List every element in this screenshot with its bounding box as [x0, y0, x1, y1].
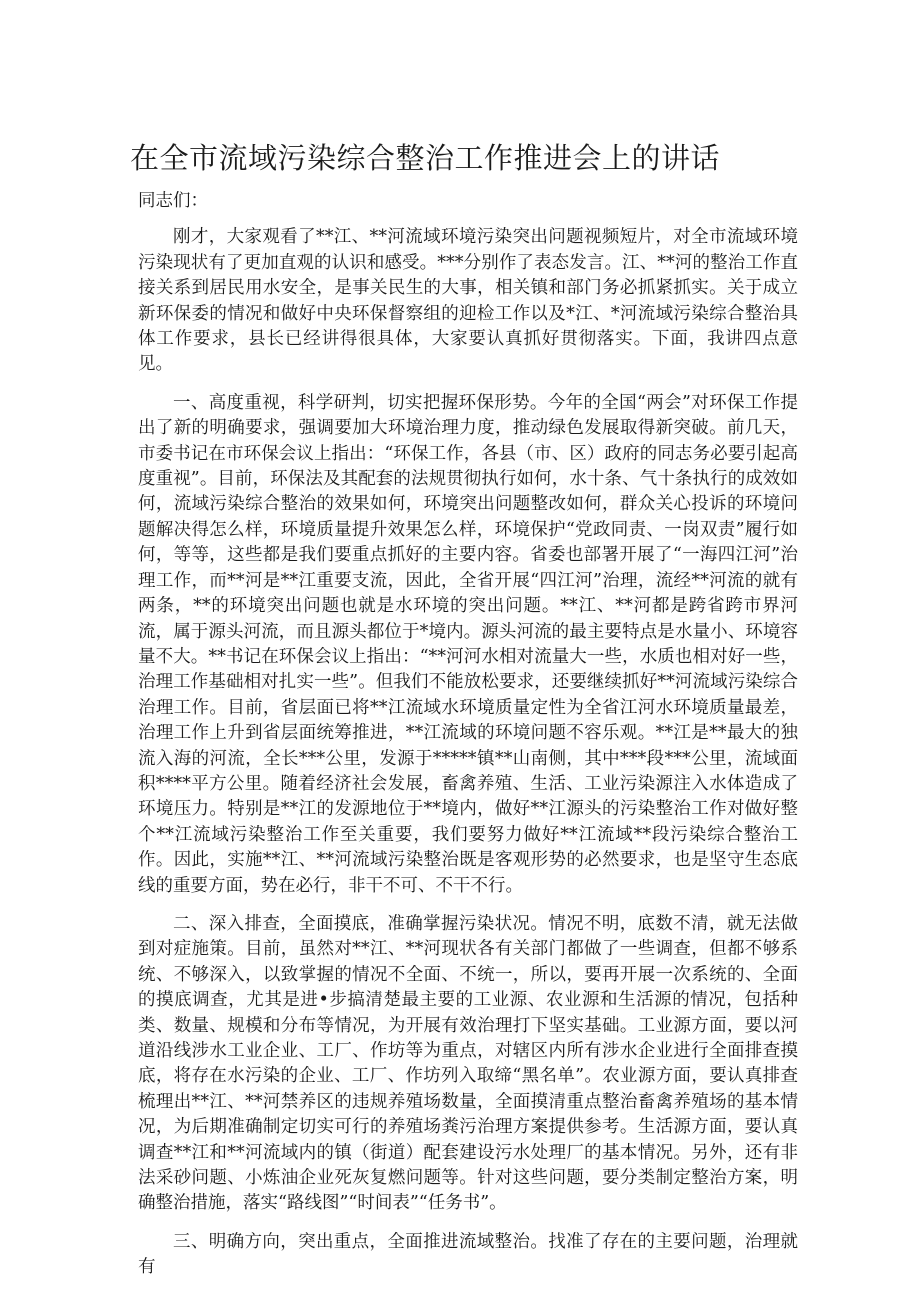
document-title: 在全市流域污染综合整治工作推进会上的讲话: [130, 141, 721, 175]
paragraph-intro: 刚才，大家观看了**江、**河流域环境污染突出问题视频短片，对全市流域环境污染现状有了更加直观的认识和感受。***分别作了表态发言。江、**河的整治工作直接关系到居民用水安全，是事关民生的大事，相关镇和部门务必抓紧抓实。关于成立新环保委的情况和做好中央环保督察组的迎检工作以及*江、*河流域污染综合整治具体工作要求，县长已经讲得很具体，大家要认真抓好贯彻落实。下面，我讲四点意见。: [138, 227, 798, 375]
paragraph-section-three: 三、明确方向，突出重点，全面推进流域整治。找准了存在的主要问题，治理就有: [138, 1231, 798, 1278]
paragraph-section-two: 二、深入排查，全面摸底，准确掌握污染状况。情况不明，底数不清，就无法做到对症施策。目前，虽然对**江、**河现状各有关部门都做了一些调查，但都不够系统、不够深入，以致掌握的情况不全面、不统一，所以，要再开展一次系统的、全面的摸底调查，尤其是进•步搞清楚最主要的工业源、农业源和生活源的情况，包括种类、数量、规模和分布等情况，为开展有效治理打下坚实基础。工业源方面，要以河道沿线涉水工业企业、工厂、作坊等为重点，对辖区内所有涉水企业进行全面排查摸底，将存在水污染的企业、工厂、作坊列入取缔“黑名单”。农业源方面，要认真排查梳理出**江、**河禁养区的违规养殖场数量，全面摸清重点整治畜禽养殖场的基本情况，为后期准确制定切实可行的养殖场粪污治理方案提供参考。生活源方面，要认真调查**江和**河流域内的镇（街道）配套建设污水处理厂的基本情况。另外，还有非法采砂问题、小炼油企业死灰复燃问题等。针对这些问题，要分类制定整治方案，明确整治措施，落实“路线图”“时间表”“任务书”。: [138, 913, 798, 1214]
salutation: 同志们：: [138, 191, 208, 211]
paragraph-section-one: 一、高度重视，科学研判，切实把握环保形势。今年的全国“两会”对环保工作提出了新的明确要求，强调要加大环境治理力度，推动绿色发展取得新突破。前几天，市委书记在市环保会议上指出：“环保工作，各县（市、区）政府的同志务必要引起高度重视”。目前，环保法及其配套的法规贯彻执行如何，水十条、气十条执行的成效如何，流域污染综合整治的效果如何，环境突出问题整改如何，群众关心投诉的环境问题解决得怎么样，环境质量提升效果怎么样，环境保护“党政同责、一岗双责”履行如何，等等，这些都是我们要重点抓好的主要内容。省委也部署开展了“一海四江河”治理工作，而**河是**江重要支流，因此，全省开展“四江河”治理，流经**河流的就有两条，**的环境突出问题也就是水环境的突出问题。**江、**河都是跨省跨市界河流，属于源头河流，而且源头都位于*境内。源头河流的最主要特点是水量小、环境容量不大。**书记在环保会议上指出：“**河河水相对流量大一些，水质也相对好一些，治理工作基础相对扎实一些”。但我们不能放松要求，还要继续抓好**河流域污染综合治理工作。目前，省层面已将**江流域水环境质量定性为全省江河水环境质量最差，治理工作上升到省层面统筹推进，**江流域的环境问题不容乐观。**江是**最大的独流入海的河流，全长***公里，发源于*****镇**山南侧，其中***段***公里，流域面积****平方公里。随着经济社会发展，畜禽养殖、生活、工业污染源注入水体造成了环境压力。特别是**江的发源地位于**境内，做好**江源头的污染整治工作对做好整个**江流域污染整治工作至关重要，我们要努力做好**江流域**段污染综合整治工作。因此，实施**江、**河流域污染整治既是客观形势的必然要求，也是坚守生态底线的重要方面，势在必行，非干不可、不干不行。: [138, 392, 798, 896]
document-body: [138, 189, 798, 1294]
